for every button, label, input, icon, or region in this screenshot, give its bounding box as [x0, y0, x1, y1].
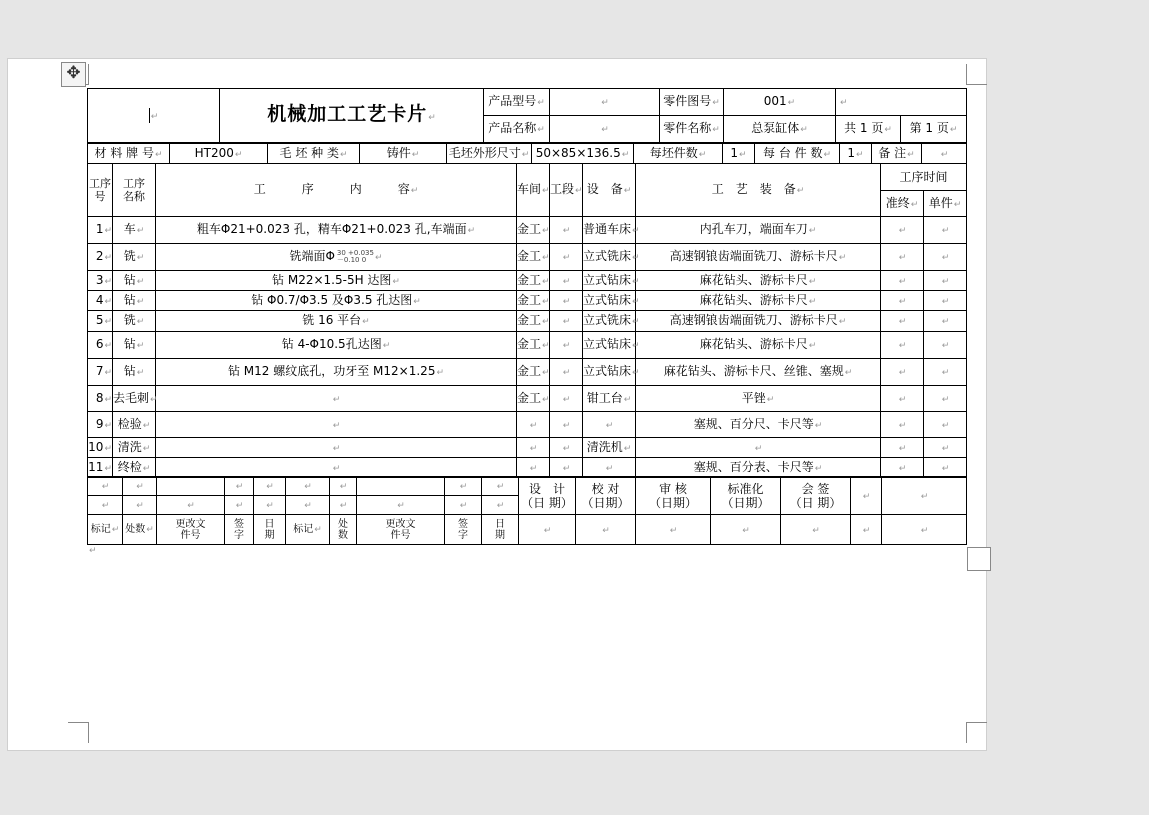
step-unit-time[interactable]: ↵ [924, 217, 967, 244]
step-row [88, 458, 967, 478]
step-prep-time[interactable]: ↵ [881, 271, 924, 291]
table-move-handle-icon[interactable]: ✥ [61, 62, 86, 87]
col-time: 工序时间 [881, 164, 967, 191]
remark-value[interactable]: ↵ [922, 144, 967, 164]
sig-blank[interactable]: ↵ [519, 515, 576, 545]
sig-blank[interactable]: ↵ [286, 496, 330, 515]
sig-blank[interactable]: ↵ [445, 496, 482, 515]
step-equipment[interactable]: 普通车床↵ [583, 217, 636, 244]
check-cell: 校 对 （日期） [576, 477, 636, 515]
date-label: 日 期 [254, 515, 286, 545]
col-step-name: 工序名称 [113, 164, 156, 217]
step-workshop[interactable]: 金工↵ [517, 359, 550, 386]
step-name[interactable]: 检验↵ [113, 412, 156, 438]
logo-cell[interactable]: ↵ [88, 89, 220, 143]
material-value[interactable]: HT200↵ [170, 144, 268, 164]
step-prep-time[interactable]: ↵ [881, 359, 924, 386]
sig-blank[interactable]: ↵ [482, 477, 519, 496]
step-equipment[interactable]: 立式钻床↵ [583, 359, 636, 386]
tolerance-superscript: 30 +0.035 －0.10 0 [336, 248, 374, 264]
sig-blank[interactable]: ↵ [711, 515, 781, 545]
step-tooling[interactable]: 塞规、百分表、卡尺等↵ [636, 458, 881, 478]
step-row [88, 332, 967, 359]
step-name[interactable]: 车↵ [113, 217, 156, 244]
sign-label: 签 字 [225, 515, 254, 545]
step-row [88, 386, 967, 412]
step-section[interactable]: ↵ [550, 359, 583, 386]
step-content[interactable]: ↵ [156, 458, 517, 478]
step-tooling[interactable]: 高速钢锒齿端面铣刀、游标卡尺↵ [636, 311, 881, 332]
sig-blank[interactable] [157, 477, 225, 496]
count-label: 处 数 [330, 515, 357, 545]
step-unit-time[interactable]: ↵ [924, 386, 967, 412]
step-row [88, 438, 967, 458]
step-equipment[interactable]: ↵ [583, 458, 636, 478]
step-row [88, 359, 967, 386]
step-number[interactable]: 11↵ [88, 458, 113, 478]
step-unit-time[interactable]: ↵ [924, 332, 967, 359]
top-right-cell[interactable]: ↵ [836, 89, 967, 116]
step-content[interactable]: 铣端面Φ 30 +0.035 －0.10 0 ↵ [156, 244, 517, 271]
step-name[interactable]: 钻↵ [113, 271, 156, 291]
product-model-label: 产品型号↵ [484, 89, 550, 116]
step-section[interactable]: ↵ [550, 412, 583, 438]
sig-blank[interactable]: ↵ [781, 515, 851, 545]
sig-blank[interactable]: ↵ [254, 496, 286, 515]
step-unit-time[interactable]: ↵ [924, 311, 967, 332]
step-workshop[interactable]: 金工↵ [517, 217, 550, 244]
card-title-cell: 机械加工工艺卡片↵ [220, 89, 484, 143]
sig-blank[interactable]: ↵ [254, 477, 286, 496]
sig-blank[interactable]: ↵ [225, 496, 254, 515]
pieces-per-unit-label: 每 台 件 数↵ [755, 144, 840, 164]
col-section: 工段↵ [550, 164, 583, 217]
sig-blank[interactable]: ↵ [482, 496, 519, 515]
sig-blank[interactable]: ↵ [330, 477, 357, 496]
step-name[interactable]: 钻↵ [113, 291, 156, 311]
step-equipment[interactable]: 清洗机↵ [583, 438, 636, 458]
part-no-label: 零件图号↵ [660, 89, 724, 116]
signoff-table [87, 476, 967, 545]
step-equipment[interactable]: 立式钻床↵ [583, 332, 636, 359]
step-content[interactable]: 钻 M12 螺纹底孔，功牙至 M12×1.25↵ [156, 359, 517, 386]
sig-blank[interactable] [357, 477, 445, 496]
step-prep-time[interactable]: ↵ [881, 332, 924, 359]
step-row [88, 412, 967, 438]
step-section[interactable]: ↵ [550, 386, 583, 412]
page-number: 第 1 页↵ [901, 116, 967, 143]
pieces-per-blank-value[interactable]: 1↵ [723, 144, 755, 164]
standard-cell: 标准化 （日期） [711, 477, 781, 515]
step-prep-time[interactable]: ↵ [881, 217, 924, 244]
step-number[interactable]: 1↵ [88, 217, 113, 244]
step-workshop[interactable]: ↵ [517, 458, 550, 478]
mark-label: 标记↵ [286, 515, 330, 545]
step-equipment[interactable]: ↵ [583, 412, 636, 438]
sig-blank[interactable]: ↵ [123, 477, 157, 496]
count-label: 处数↵ [123, 515, 157, 545]
text-cursor [149, 108, 150, 123]
step-unit-time[interactable]: ↵ [924, 271, 967, 291]
sig-blank[interactable]: ↵ [123, 496, 157, 515]
sign-label: 签 字 [445, 515, 482, 545]
design-cell: 设 计 （日 期） [519, 477, 576, 515]
sig-blank[interactable]: ↵ [882, 477, 967, 515]
blank-type-value[interactable]: 铸件↵ [360, 144, 447, 164]
step-equipment[interactable]: 立式钻床↵ [583, 291, 636, 311]
step-equipment[interactable]: 立式铣床↵ [583, 244, 636, 271]
step-workshop[interactable]: 金工↵ [517, 311, 550, 332]
step-tooling[interactable]: 麻花钻头、游标卡尺、丝锥、塞规↵ [636, 359, 881, 386]
countersign-cell: 会 签 （日 期） [781, 477, 851, 515]
step-prep-time[interactable]: ↵ [881, 458, 924, 478]
sig-blank[interactable]: ↵ [357, 496, 445, 515]
sig-blank[interactable]: ↵ [88, 496, 123, 515]
col-unit-time: 单件↵ [924, 191, 967, 217]
step-number[interactable]: 2↵ [88, 244, 113, 271]
step-tooling[interactable]: 麻花钻头、游标卡尺↵ [636, 271, 881, 291]
sig-blank[interactable]: ↵ [576, 515, 636, 545]
col-step-no: 工序号 [88, 164, 113, 217]
sig-blank[interactable]: ↵ [225, 477, 254, 496]
step-section[interactable]: ↵ [550, 244, 583, 271]
blank-size-label: 毛坯外形尺寸↵ [447, 144, 532, 164]
remark-label: 备 注↵ [872, 144, 922, 164]
step-number[interactable]: 4↵ [88, 291, 113, 311]
sig-blank[interactable]: ↵ [286, 477, 330, 496]
col-prep-time: 准终↵ [881, 191, 924, 217]
card-title: 机械加工工艺卡片 [267, 102, 428, 125]
step-content[interactable]: 铣 16 平台↵ [156, 311, 517, 332]
step-content[interactable]: ↵ [156, 438, 517, 458]
step-name[interactable]: 去毛刺↵ [113, 386, 156, 412]
sig-blank[interactable]: ↵ [157, 496, 225, 515]
step-tooling[interactable]: 平锉↵ [636, 386, 881, 412]
step-prep-time[interactable]: ↵ [881, 386, 924, 412]
step-unit-time[interactable]: ↵ [924, 291, 967, 311]
step-number[interactable]: 6↵ [88, 332, 113, 359]
step-content[interactable]: 钻 4-Φ10.5孔达图↵ [156, 332, 517, 359]
sig-blank[interactable]: ↵ [636, 515, 711, 545]
step-content[interactable]: ↵ [156, 386, 517, 412]
pieces-per-unit-value[interactable]: 1↵ [840, 144, 872, 164]
part-no-value[interactable]: 001↵ [724, 89, 836, 116]
sig-blank[interactable]: ↵ [851, 515, 882, 545]
step-section[interactable]: ↵ [550, 291, 583, 311]
step-name[interactable]: 钻↵ [113, 332, 156, 359]
step-row [88, 244, 967, 271]
blank-size-value[interactable]: 50×85×136.5↵ [532, 144, 634, 164]
step-number[interactable]: 9↵ [88, 412, 113, 438]
step-name[interactable]: 终检↵ [113, 458, 156, 478]
step-workshop[interactable]: 金工↵ [517, 244, 550, 271]
step-section[interactable]: ↵ [550, 271, 583, 291]
step-name[interactable]: 钻↵ [113, 359, 156, 386]
table-resize-handle[interactable] [967, 547, 991, 571]
step-number[interactable]: 7↵ [88, 359, 113, 386]
step-equipment[interactable]: 立式铣床↵ [583, 311, 636, 332]
crop-mark-bottom-right [966, 722, 987, 743]
part-name-label: 零件名称↵ [660, 116, 724, 143]
step-prep-time[interactable]: ↵ [881, 438, 924, 458]
step-row [88, 311, 967, 332]
material-table [87, 143, 967, 164]
step-content[interactable]: 粗车Φ21+0.023 孔，精车Φ21+0.023 孔,车端面↵ [156, 217, 517, 244]
date-label: 日 期 [482, 515, 519, 545]
step-section[interactable]: ↵ [550, 332, 583, 359]
step-section[interactable]: ↵ [550, 311, 583, 332]
review-cell: 审 核 （日期） [636, 477, 711, 515]
step-prep-time[interactable]: ↵ [881, 244, 924, 271]
sig-blank[interactable]: ↵ [88, 477, 123, 496]
step-workshop[interactable]: 金工↵ [517, 271, 550, 291]
step-number[interactable]: 5↵ [88, 311, 113, 332]
step-unit-time[interactable]: ↵ [924, 458, 967, 478]
step-workshop[interactable]: 金工↵ [517, 291, 550, 311]
col-workshop: 车间↵ [517, 164, 550, 217]
sig-blank[interactable]: ↵ [445, 477, 482, 496]
step-unit-time[interactable]: ↵ [924, 244, 967, 271]
step-unit-time[interactable]: ↵ [924, 412, 967, 438]
step-workshop[interactable]: ↵ [517, 438, 550, 458]
col-content: 工 序 内 容↵ [156, 164, 517, 217]
step-workshop[interactable]: ↵ [517, 412, 550, 438]
step-section[interactable]: ↵ [550, 438, 583, 458]
process-table [87, 163, 967, 478]
step-section[interactable]: ↵ [550, 217, 583, 244]
product-name-value[interactable]: ↵ [550, 116, 660, 143]
step-content[interactable]: 钻 Φ0.7/Φ3.5 及Φ3.5 孔达图↵ [156, 291, 517, 311]
step-number[interactable]: 3↵ [88, 271, 113, 291]
step-equipment[interactable]: 立式钻床↵ [583, 271, 636, 291]
step-tooling[interactable]: ↵ [636, 438, 881, 458]
sig-blank[interactable]: ↵ [330, 496, 357, 515]
pieces-per-blank-label: 每坯件数↵ [634, 144, 723, 164]
step-tooling[interactable]: 麻花钻头、游标卡尺↵ [636, 291, 881, 311]
product-name-label: 产品名称↵ [484, 116, 550, 143]
mark-label: 标记↵ [88, 515, 123, 545]
crop-mark-top-right [966, 64, 987, 85]
sig-blank[interactable]: ↵ [851, 477, 882, 515]
step-row [88, 217, 967, 244]
step-unit-time[interactable]: ↵ [924, 359, 967, 386]
col-tooling: 工 艺 装 备↵ [636, 164, 881, 217]
step-unit-time[interactable]: ↵ [924, 438, 967, 458]
total-pages: 共 1 页↵ [836, 116, 901, 143]
step-prep-time[interactable]: ↵ [881, 412, 924, 438]
step-tooling[interactable]: 高速钢锒齿端面铣刀、游标卡尺↵ [636, 244, 881, 271]
step-row [88, 271, 967, 291]
step-tooling[interactable]: 内孔车刀，端面车刀↵ [636, 217, 881, 244]
change-doc-label: 更改文 件号 [157, 515, 225, 545]
step-number[interactable]: 8↵ [88, 386, 113, 412]
step-tooling[interactable]: 麻花钻头、游标卡尺↵ [636, 332, 881, 359]
step-prep-time[interactable]: ↵ [881, 311, 924, 332]
step-prep-time[interactable]: ↵ [881, 291, 924, 311]
material-label: 材 料 牌 号↵ [88, 144, 170, 164]
step-name[interactable]: 铣↵ [113, 311, 156, 332]
change-doc-label: 更改文 件号 [357, 515, 445, 545]
col-equipment: 设 备↵ [583, 164, 636, 217]
sig-blank[interactable]: ↵ [882, 515, 967, 545]
step-content[interactable]: 钻 M22×1.5-5H 达图↵ [156, 271, 517, 291]
header-table [87, 88, 967, 143]
paragraph-mark: ↵ [89, 546, 97, 556]
step-section[interactable]: ↵ [550, 458, 583, 478]
blank-type-label: 毛 坯 种 类↵ [268, 144, 360, 164]
product-model-value[interactable]: ↵ [550, 89, 660, 116]
crop-mark-bottom-left [68, 722, 89, 743]
part-name-value[interactable]: 总泵缸体↵ [724, 116, 836, 143]
step-number[interactable]: 10↵ [88, 438, 113, 458]
step-equipment[interactable]: 钳工台↵ [583, 386, 636, 412]
step-workshop[interactable]: 金工↵ [517, 386, 550, 412]
step-name[interactable]: 清洗↵ [113, 438, 156, 458]
step-name[interactable]: 铣↵ [113, 244, 156, 271]
step-content[interactable]: ↵ [156, 412, 517, 438]
step-tooling[interactable]: 塞规、百分尺、卡尺等↵ [636, 412, 881, 438]
step-row [88, 291, 967, 311]
step-workshop[interactable]: 金工↵ [517, 332, 550, 359]
